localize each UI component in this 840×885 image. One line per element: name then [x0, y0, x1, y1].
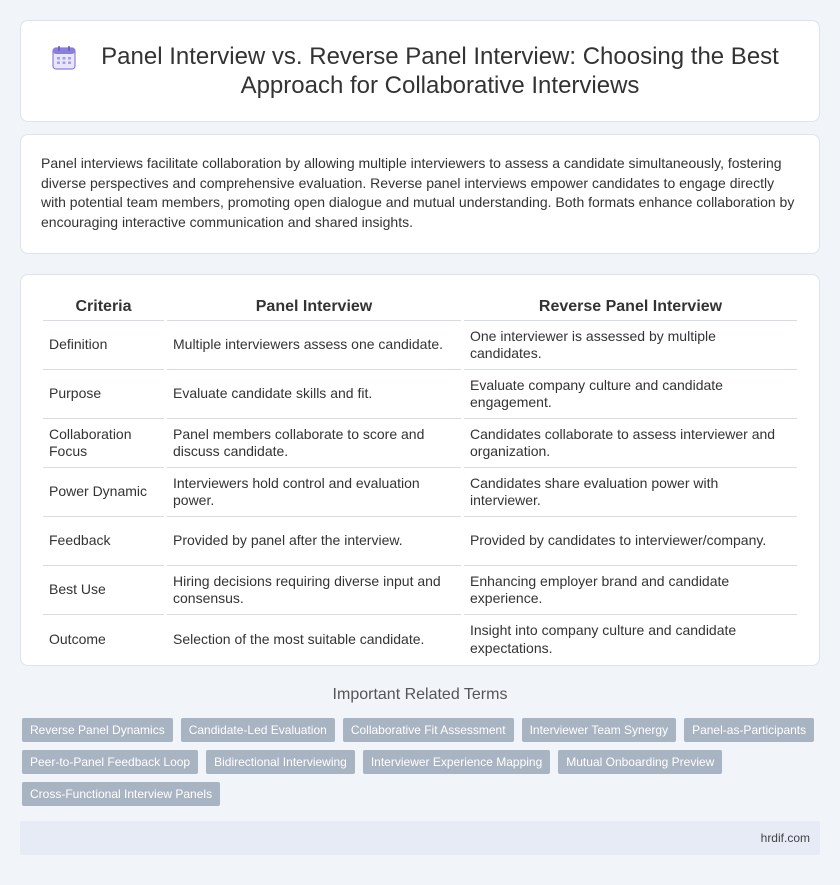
related-term-tag[interactable]: Panel-as-Participants [684, 718, 814, 742]
reverse-panel-cell: Enhancing employer brand and candidate experience. [464, 566, 797, 615]
related-terms-heading: Important Related Terms [332, 686, 508, 703]
panel-cell: Hiring decisions requiring diverse input and consensus. [167, 566, 461, 615]
table-row [43, 370, 797, 419]
comparison-card [20, 274, 820, 666]
related-term-tag[interactable]: Collaborative Fit Assessment [343, 718, 514, 742]
column-header-panel: Panel Interview [167, 295, 461, 321]
criteria-cell: Collaboration Focus [43, 419, 164, 468]
panel-cell: Panel members collaborate to score and discuss candidate. [167, 419, 461, 468]
table-row [43, 615, 797, 664]
panel-cell: Multiple interviewers assess one candidate. [167, 321, 461, 370]
table-row [43, 566, 797, 615]
criteria-cell: Outcome [49, 630, 106, 647]
table-row [43, 517, 797, 566]
calendar-icon [51, 45, 77, 71]
column-header-reverse-panel: Reverse Panel Interview [464, 295, 797, 321]
related-term-tag[interactable]: Peer-to-Panel Feedback Loop [22, 750, 198, 774]
reverse-panel-cell: Evaluate company culture and candidate engagement. [464, 370, 797, 419]
criteria-cell: Best Use [43, 566, 164, 615]
footer [20, 821, 820, 855]
table-header-row [43, 295, 797, 321]
related-terms-list [22, 718, 822, 806]
criteria-cell: Definition [43, 321, 164, 370]
table-row [43, 419, 797, 468]
title-wrap [21, 42, 819, 100]
page-title: Panel Interview vs. Reverse Panel Interview: Choosing the Best Approach for Collaborative Interviews [101, 43, 779, 99]
reverse-panel-cell: Provided by candidates to interviewer/company. [464, 517, 797, 566]
table-row [43, 321, 797, 370]
reverse-panel-cell: One interviewer is assessed by multiple candidates. [464, 321, 797, 370]
comparison-table [43, 295, 797, 664]
column-header-criteria: Criteria [43, 295, 164, 321]
panel-cell: Evaluate candidate skills and fit. [167, 370, 461, 419]
related-term-tag[interactable]: Cross-Functional Interview Panels [22, 782, 220, 806]
reverse-panel-cell: Insight into company culture and candidate expectations. [470, 622, 737, 656]
panel-cell: Interviewers hold control and evaluation power. [167, 468, 461, 517]
footer-site-link[interactable]: hrdif.com [760, 831, 810, 845]
related-term-tag[interactable]: Mutual Onboarding Preview [558, 750, 722, 774]
related-term-tag[interactable]: Reverse Panel Dynamics [22, 718, 173, 742]
panel-cell: Selection of the most suitable candidate. [173, 630, 425, 647]
reverse-panel-cell: Candidates collaborate to assess interviewer and organization. [464, 419, 797, 468]
intro-card [20, 134, 820, 254]
related-term-tag[interactable]: Bidirectional Interviewing [206, 750, 355, 774]
related-term-tag[interactable]: Interviewer Team Synergy [522, 718, 677, 742]
table-row [43, 468, 797, 517]
panel-cell: Provided by panel after the interview. [167, 517, 461, 566]
criteria-cell: Feedback [43, 517, 164, 566]
criteria-cell: Purpose [43, 370, 164, 419]
intro-paragraph: Panel interviews facilitate collaboration by allowing multiple interviewers to assess a candidate simultaneously, fostering diverse perspectives and comprehensive evaluation. Reverse panel interviews empower candidates to engage directly with potential team members, promoting open dialogue and mutual understanding. Both formats enhance collaboration by encouraging interactive communication and shared insights. [41, 155, 795, 230]
related-term-tag[interactable]: Interviewer Experience Mapping [363, 750, 550, 774]
related-term-tag[interactable]: Candidate-Led Evaluation [181, 718, 335, 742]
criteria-cell: Power Dynamic [43, 468, 164, 517]
reverse-panel-cell: Candidates share evaluation power with interviewer. [464, 468, 797, 517]
title-card [20, 20, 820, 122]
